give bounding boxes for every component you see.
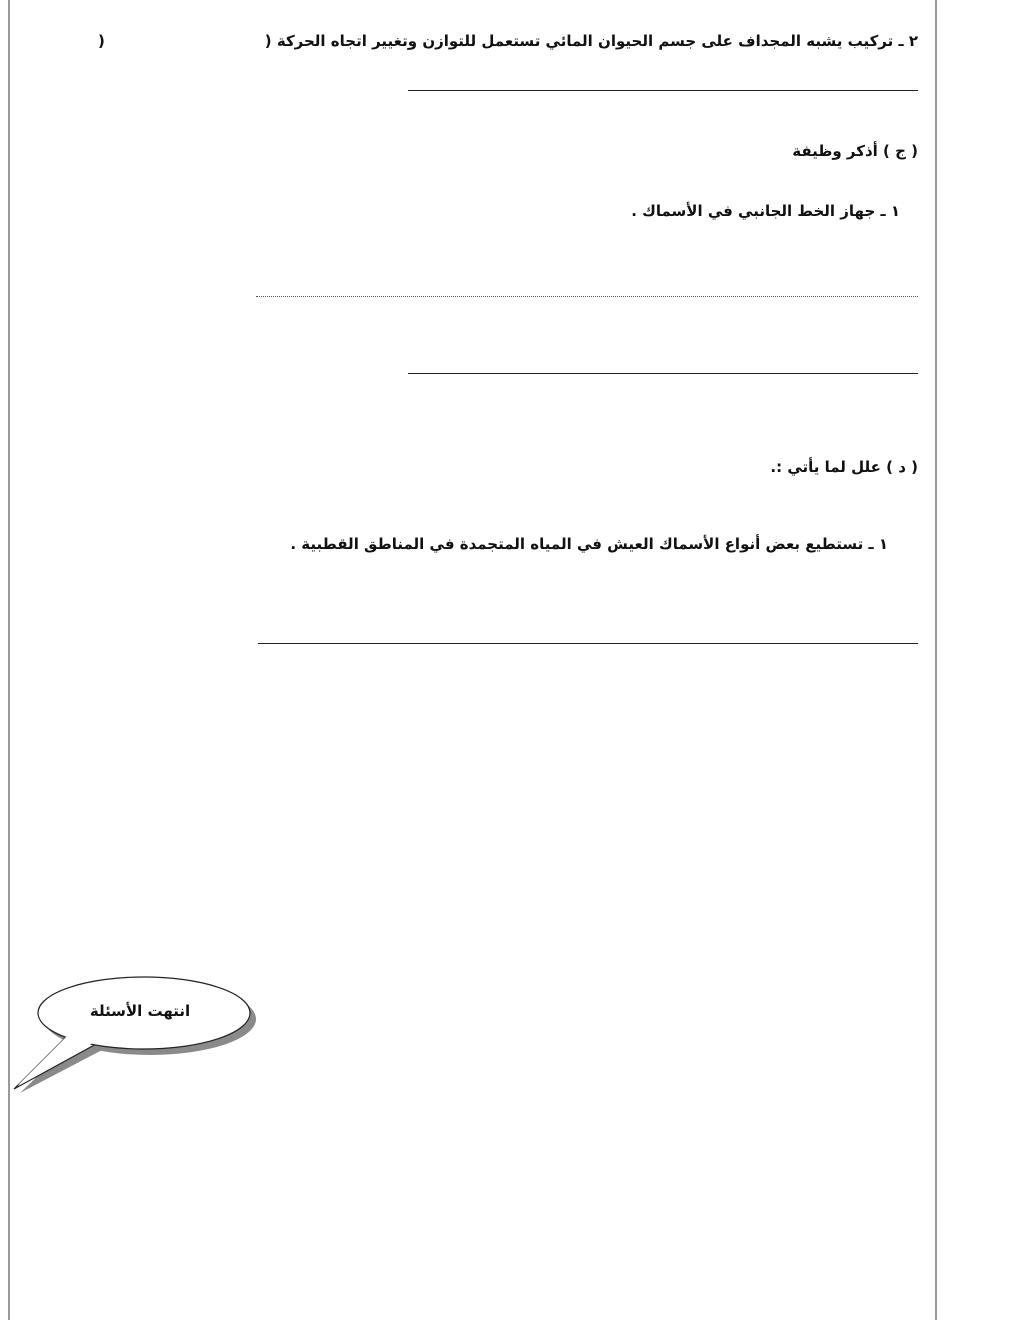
page-border-right [935, 0, 937, 1320]
section-c-item-1: ١ ـ جهاز الخط الجانبي في الأسماك . [631, 202, 900, 220]
section-d-heading: ( د ) علل لما يأتي :. [770, 458, 918, 476]
speech-bubble-icon [10, 975, 260, 1100]
section-d-item-1: ١ ـ تستطيع بعض أنواع الأسماك العيش في المياه المتجمدة في المناطق القطبية . [290, 535, 888, 553]
answer-line-q2[interactable] [408, 90, 918, 91]
answer-line-d1[interactable] [258, 643, 918, 644]
end-of-questions-text: انتهت الأسئلة [89, 1002, 191, 1020]
question-2-text: ٢ ـ تركيب يشبه المجداف على جسم الحيوان المائي تستعمل للتوازن وتغيير اتجاه الحركة ( [264, 32, 918, 50]
page-border-left [8, 0, 10, 1320]
question-2-close-paren: ) [98, 32, 105, 50]
answer-line-c1-b[interactable] [408, 373, 918, 374]
section-c-heading: ( ج ) أذكر وظيفة [792, 142, 918, 160]
answer-line-c1-a[interactable] [256, 296, 918, 297]
